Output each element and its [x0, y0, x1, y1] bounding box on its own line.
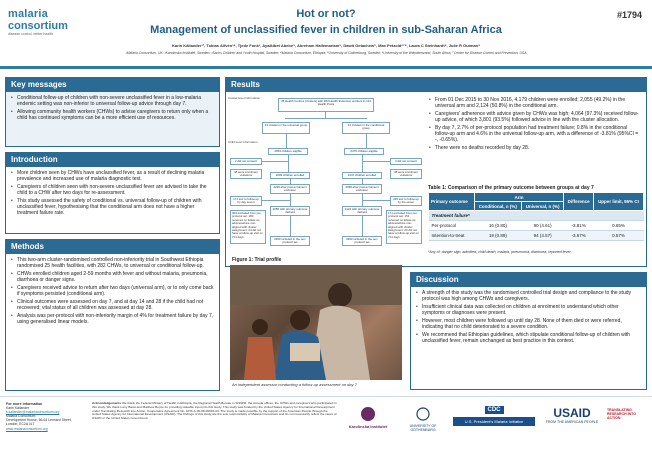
affiliations: ¹Malaria Consortium, UK; ²Karolinska Institutet, Sweden; ³Sachs Children and Youth hospital, Sweden; ⁴Malaria Consortium, Ethiopia; ⁵University of Gothenburg, Sweden; ⁶University of the Witwatersrand, South Africa; ⁷Center for Disease Control and Prevention, USA [125, 51, 527, 55]
authors: Karin Källander¹², Tobias Alfvén³⁴, Tjede Funk³, Ayalkibet Abebe⁵, Abreham Hailemariam⁵, Dawit Getachew⁵, Max Petzold⁶⁷⁸, Laura C Steinhardt⁹, Julie R Gutman⁹ [171, 43, 481, 48]
tra-logo: TRANSLATING RESEARCH INTO ACTION [607, 408, 636, 420]
flow-ex-right: 38 were enrolment violations [390, 169, 422, 179]
table-footnote: *Any of: danger sign, admitted, child death, malaria, pneumonia, diarrhoea, reported fever [428, 250, 571, 254]
poster-title-line2: Management of unclassified fever in children in sub-Saharan Africa [150, 24, 502, 36]
table-header: Conditional, n (%) [474, 202, 521, 211]
table-title: Table 1: Comparison of the primary outcome between groups at day 7 [428, 185, 594, 191]
discussion-section [410, 272, 647, 390]
poster-id: #1794 [616, 10, 642, 20]
introduction-title: Introduction [6, 153, 219, 167]
flow-pp-right: 2124 with primary outcome defined [342, 206, 382, 216]
flow-final-right: 1993 included in the per-protocol set [342, 236, 382, 246]
child-info-label: Child level information [228, 140, 258, 144]
intro-item: • Caregivers of children seen with non-severe unclassified fever are advised to take the child to a CHW after two days for re-assessment. [10, 184, 215, 196]
methods-item: • Analysis was per-protocol with non-inferiority margin of 4% for treatment failure by day 7, using generalised linear models. [10, 313, 215, 325]
primary-outcome-table [428, 192, 644, 241]
photo-illustration [230, 265, 402, 380]
flow-line [362, 155, 363, 172]
results-item: • From 01 Dec 2015 to 30 Nov 2016, 4,179 children were enrolled; 2,055 (49.2%) in the universal arm and 2,124 (50.8%) in the conditional arm. [428, 97, 640, 109]
introduction-section [5, 152, 220, 234]
flow-post-left: 2226 after post-enrolment exclusion [270, 184, 310, 194]
flow-line [288, 155, 289, 172]
key-messages-title: Key messages [6, 78, 219, 92]
trial-profile-diagram [228, 94, 424, 254]
website-link[interactable]: www.malariaconsortium.org [6, 426, 48, 431]
flow-line [366, 134, 367, 148]
table-row: Per-protocol 16 (0.80) 90 (4.61) -3.81% 0.65% [429, 221, 644, 231]
flow-line [290, 179, 291, 184]
flow-post-right: 2368 after post-enrolment exclusion [342, 184, 382, 194]
methods-item: • Clinical outcomes were assessed on day 7, and at day 14 and 28 if the child had not recovered; vital status of all children was assessed at day 28. [10, 299, 215, 311]
flow-elig-left: 2053 children eligible [268, 148, 308, 155]
methods-title: Methods [6, 240, 219, 254]
malaria-consortium-logo: malaria consortium disease control, better health [8, 8, 68, 36]
figure-caption: Figure 1: Trial profile [232, 257, 282, 263]
methods-item: • CHWs enrolled children aged 2-59 months with fever and without malaria, pneumonia, diarrhoea or danger signs. [10, 271, 215, 283]
flow-nc-right: 4 did not consent [390, 158, 422, 165]
flow-enr-left: 2009 children enrolled [270, 172, 310, 179]
acknowledgements: Acknowledgements We thank the Federal Ministry of Health in Ethiopia, the Regional Health Bureau in SNNPR, the woreda offices, the CHWs and caregivers who participated in this study. We thank Larry Barat and Matthew Boyce for providing valuable input into this study. This study was funded by the United States Agency for International Development under Translating Research into Action, Cooperative Agreement No. GHS-A-00-09-00015-00. The study is made possible by the support of the American People through the United States Agency for International Development (USAID). The findings of this study are the sole responsibility of Malaria Consortium and do not necessarily reflect the views of USAID or the United States Government. [92, 401, 337, 421]
flow-side-right: 171 excluded from per-protocol set: 151 received no follow-up advice/advice non-aligned with cluster assignment; 20 did not have a follow-up visit on 7±1 days [386, 210, 422, 244]
flow-line [290, 194, 291, 206]
table-row: Intention-to-treat 19 (0.89) 94 (4.57) -3.67% 0.57% [429, 231, 644, 241]
results-item: • By day 7, 2.7% of per-protocol population had treatment failure; 0.8% in the conditional follow-up arm and 4.6% in the universal follow-up arm, with a difference of -3.81% (95%CI = -, -0.65%). [428, 125, 640, 143]
header-rule [0, 66, 652, 69]
poster-header [0, 0, 652, 68]
flow-line [262, 200, 290, 201]
table-header-arm: Arm [474, 193, 564, 202]
flow-cl-right: 12 clusters in the conditional group [342, 122, 390, 134]
results-title: Results [226, 78, 646, 92]
contact-email-link[interactable]: k.kallander@malariaconsortium.org [6, 410, 60, 415]
discussion-item: • A strength of this study was the randomised controlled trial design and compliance to the study protocol was high among CHWs and caregivers. [415, 290, 642, 302]
results-item: • There were no deaths recorded by day 28. [428, 145, 640, 151]
intro-item: • More children seen by CHWs have unclassified fever, as a result of declining malaria prevalence and increased use of malaria diagnostic test. [10, 170, 215, 182]
flow-line [286, 134, 287, 148]
karolinska-logo: Karolinska Institutet [345, 406, 391, 429]
gothenburg-logo: UNIVERSITY OF GOTHENBURG [397, 406, 449, 432]
flow-lost-right: 245 lost to follow-up by the seven [390, 196, 422, 206]
flow-line [262, 161, 288, 162]
discussion-item: • Insufficient clinical data was collected on children at enrolment to understand which other symptoms or diagnoses were present. [415, 304, 642, 316]
flow-ex-left: 48 were enrolment violations [230, 169, 262, 179]
cluster-info-label: Cluster level information [228, 96, 261, 100]
results-item: • Caregivers' adherence with advice given by CHWs was high; 4,064 (97.3%) received follow-up advice, of which 3,801 (93.5%) followed advice in line with the cluster allocation. [428, 111, 640, 123]
gothenburg-seal-icon [416, 406, 430, 422]
flow-elig-right: 2475 children eligible [344, 148, 384, 155]
methods-item: • Caregivers received advice to return after two days (universal arm), or to only come back if symptoms persisted (conditional arm). [10, 285, 215, 297]
flow-line [363, 161, 390, 162]
intro-item: • This study assessed the safety of conditional vs. universal follow-up of children with unclassified fever, hypothesising that the conditional arm does not have a higher treatment failure rate. [10, 198, 215, 216]
table-subheader: Treatment failure* [429, 211, 644, 221]
flow-line [363, 200, 390, 201]
contact-info: For more information Karin Källander k.kallander@malariaconsortium.org Malaria Consortium Development House, 56-64 Leonard Street, London, EC2A 4LT www.malariaconsortium.org [6, 402, 72, 431]
table-header: Upper limit, 95% CI [593, 193, 643, 211]
flow-cl-left: 13 clusters in the universal group [262, 122, 310, 134]
field-assessment-photo [230, 265, 402, 380]
flow-lost-left: 171 lost to follow-up by day seven [230, 196, 262, 206]
discussion-item: • However, most children were followed up until day 28. None of them died or were referred, indicating that no child deteriorated to a severe condition. [415, 318, 642, 330]
methods-section [5, 239, 220, 391]
poster-title-line1: Hot or not? [296, 8, 356, 20]
table-header: Primary outcome [429, 193, 475, 211]
flow-side-left: 304 excluded from per-protocol set: 180 received no follow-up advice/advice non-aligned with cluster assignment; 24 did not have a follow-up visit on 7±1 days [230, 210, 266, 244]
flow-line [290, 216, 291, 236]
karolinska-icon [360, 406, 376, 422]
flow-nc-left: 2 did not consent [230, 158, 262, 165]
flow-line [285, 118, 367, 119]
flow-enr-right: 2447 children enrolled [342, 172, 382, 179]
cdc-pmi-logo: CDC U.S. President's Malaria Initiative [453, 406, 535, 426]
key-messages-section [5, 77, 220, 147]
discussion-item: • We recommend that Ethiopian guidelines, which stipulate conditional follow-up of children with unclassified fever, remain unchanged as best practice in this context. [415, 332, 642, 344]
flow-line [362, 179, 363, 184]
flow-final-left: 1953 included in the per-protocol set [270, 236, 310, 246]
key-message-item: • Conditional follow-up of children with non-severe unclassified fever in a low-malaria endemic setting was non-inferior to universal follow-up advice through day 7. [10, 95, 215, 107]
discussion-title: Discussion [411, 273, 646, 287]
table-header: Difference [564, 193, 594, 211]
photo-caption: An independent assessor conducting a follow-up assessment on day 7 [232, 382, 357, 387]
flow-pp-left: 2055 with primary outcome defined [270, 206, 310, 216]
flow-top: 25 Health Centres (clusters) with 284 Health Extension workers in 144 Health Posts [278, 98, 374, 112]
flow-line [362, 216, 363, 236]
key-message-item: • Allowing community health workers (CHWs) to advise caregivers to return only when a child has continued symptoms can be a more efficient use of resources. [10, 109, 215, 121]
sponsor-logos [345, 404, 645, 454]
usaid-logo: USAID FROM THE AMERICAN PEOPLE [545, 406, 599, 424]
methods-item: • This two-arm cluster-randomised controlled non-inferiority trial in Southwest Ethiopia randomised 25 health facilities, with 282 CHWs, to universal or conditional follow-up. [10, 257, 215, 269]
table-header: Universal, n (%) [521, 202, 563, 211]
